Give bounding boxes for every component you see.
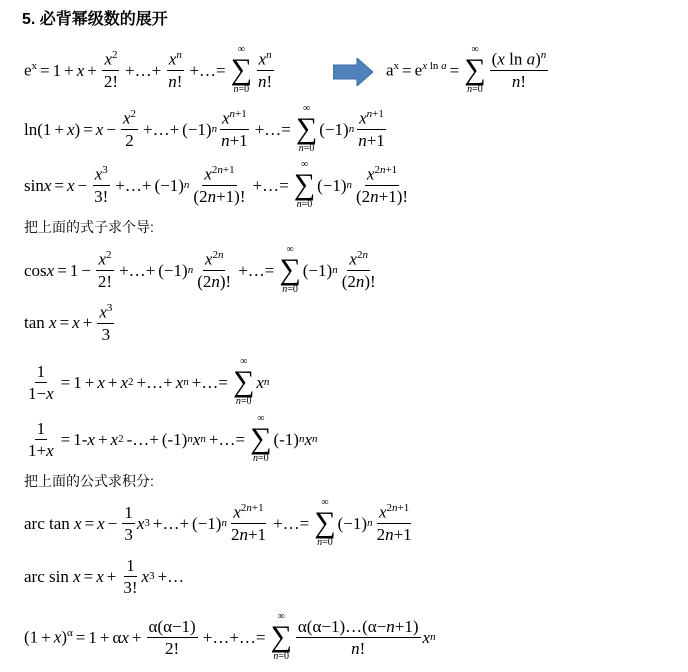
formula-cos: cosx = 1 − $\frac{x^2}{2!}$ +…+ (−1) n $\frac{x^{2n}}{(2n)!}$ +…= ∞ ∑ n=0 (−1) n $\frac{x^{2n}}{(2n)!}$ [24,244,376,295]
formula-arctan: arc tan x = x − $\frac{1}{3}$ x 3 +…+ (−1) n $\frac{x^{2n+1}}{2n+1}$ +…= ∞ ∑ n=0 (−1) n $\frac{x^{2n+1}}{2n+1}$ [24,497,412,548]
note-integral: 把上面的公式求积分: [24,473,154,489]
right-arrow-icon [333,58,373,86]
formula-alternating: $\frac{1}{1+x}$ = 1- x + x 2 -…+ (-1) n x n +…= ∞ ∑ n=0 (-1) n x n [28,413,318,464]
note-derivative: 把上面的式子求个导: [24,219,154,235]
formula-ln: ln(1 + x) = x − $\frac{x^2}{2}$ +…+ (−1) n $\frac{x^{n+1}}{n+1}$ +…= ∞ ∑ n=0 (−1) n $\frac{x^{n+1}}{n+1}$ [24,103,385,154]
formula-geometric: $\frac{1}{1-x}$ = 1 + x + x 2 +…+ x n +…= ∞ ∑ n=0 x n [28,356,270,407]
formula-binomial: $(1 + x)^\alpha$ = 1 + α x + $\frac{\alpha(\alpha-1)}{2!}$ +…+…= ∞ ∑ n=0 $\frac{\alpha(\alpha-1)\dots(\alpha-n+1)}{n!}$ x n [24,611,436,662]
formula-sin: sinx = x − $\frac{x^3}{3!}$ +…+ (−1) n $\frac{x^{2n+1}}{(2n+1)!}$ +…= ∞ ∑ n=0 (−1) n $\frac{x^{2n+1}}{(2n+1)!}$ [24,159,409,210]
formula-ax: $a^x$ = $e^{x ln a}$ = ∞ ∑ n=0 $\frac{(x \ln a)^n}{n!}$ [386,44,547,95]
section-heading: 5. 必背幂级数的展开 [22,11,168,28]
formula-arcsin: arc sin x = x + $\frac{1}{3!}$ x 3 +… [24,556,185,597]
formula-tan: tan x = x + $\frac{x^3}{3}$ [24,302,113,344]
formula-exp: $e^x$ = 1 + x + $\frac{x^2}{2!}$ +…+ $\frac{x^n}{n!}$ +…= ∞ ∑ n=0 $\frac{x^n}{n!}$ [24,44,273,95]
